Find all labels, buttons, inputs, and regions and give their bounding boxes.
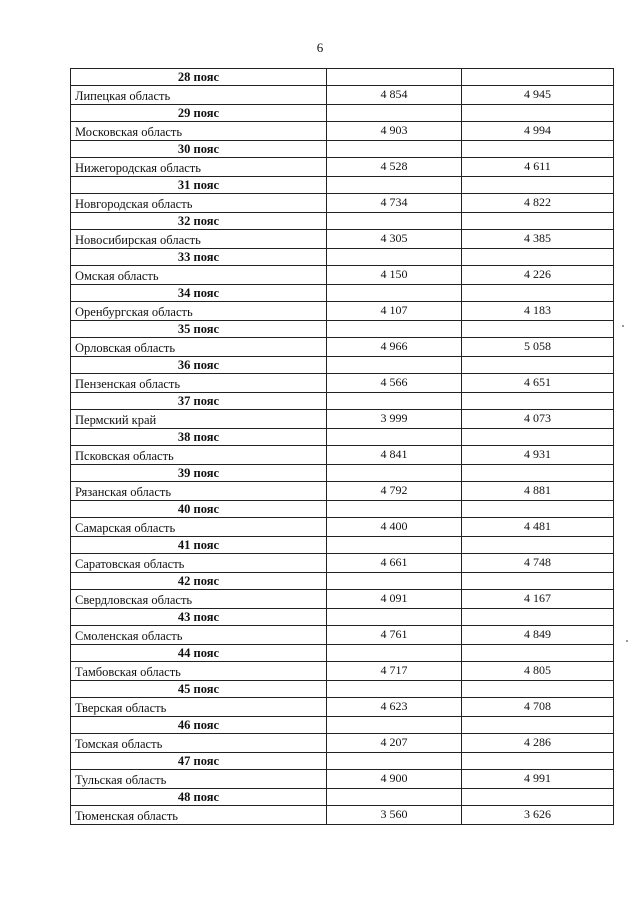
zone-header-row: [71, 213, 614, 230]
value-column-1: 4 207: [327, 734, 462, 753]
value-column-2: 4 945: [462, 86, 614, 105]
table-row: [71, 266, 614, 285]
table-row: [71, 662, 614, 681]
value-column-1: 4 400: [327, 518, 462, 537]
empty-cell: [462, 753, 614, 770]
empty-cell: [327, 465, 462, 482]
value-column-1: 4 734: [327, 194, 462, 213]
value-column-2: 4 481: [462, 518, 614, 537]
empty-cell: [327, 501, 462, 518]
value-column-1: 4 091: [327, 590, 462, 609]
value-column-1: 4 107: [327, 302, 462, 321]
value-column-2: 4 286: [462, 734, 614, 753]
zone-label: 38 пояс: [71, 429, 327, 446]
empty-cell: [327, 105, 462, 122]
empty-cell: [462, 177, 614, 194]
table-row: [71, 482, 614, 501]
region-name: Рязанская область: [71, 482, 327, 501]
region-name: Тверская область: [71, 698, 327, 717]
value-column-1: 4 717: [327, 662, 462, 681]
table-row: [71, 410, 614, 429]
zone-header-row: [71, 105, 614, 122]
empty-cell: [462, 573, 614, 590]
table-row: [71, 122, 614, 141]
empty-cell: [462, 501, 614, 518]
region-name: Новосибирская область: [71, 230, 327, 249]
value-column-2: 4 226: [462, 266, 614, 285]
value-column-2: 4 881: [462, 482, 614, 501]
zone-label: 43 пояс: [71, 609, 327, 626]
region-name: Томская область: [71, 734, 327, 753]
empty-cell: [327, 249, 462, 266]
empty-cell: [462, 249, 614, 266]
zone-label: 46 пояс: [71, 717, 327, 734]
value-column-2: 4 994: [462, 122, 614, 141]
table-row: [71, 590, 614, 609]
region-name: Псковская область: [71, 446, 327, 465]
zone-header-row: [71, 321, 614, 338]
region-name: Орловская область: [71, 338, 327, 357]
zone-label: 48 пояс: [71, 789, 327, 806]
table-body: [71, 69, 614, 825]
empty-cell: [327, 321, 462, 338]
zone-header-row: [71, 681, 614, 698]
zone-label: 34 пояс: [71, 285, 327, 302]
value-column-2: 4 073: [462, 410, 614, 429]
empty-cell: [327, 681, 462, 698]
value-column-2: 4 748: [462, 554, 614, 573]
table-row: [71, 194, 614, 213]
value-column-2: 3 626: [462, 806, 614, 825]
value-column-1: 4 661: [327, 554, 462, 573]
table-row: [71, 446, 614, 465]
value-column-2: 4 183: [462, 302, 614, 321]
value-column-1: 4 792: [327, 482, 462, 501]
zone-label: 30 пояс: [71, 141, 327, 158]
value-column-2: 4 611: [462, 158, 614, 177]
zone-header-row: [71, 429, 614, 446]
empty-cell: [327, 573, 462, 590]
zone-header-row: [71, 537, 614, 554]
empty-cell: [462, 429, 614, 446]
table-row: [71, 554, 614, 573]
value-column-1: 4 528: [327, 158, 462, 177]
zone-label: 31 пояс: [71, 177, 327, 194]
zone-header-row: [71, 573, 614, 590]
zone-header-row: [71, 285, 614, 302]
region-name: Оренбургская область: [71, 302, 327, 321]
empty-cell: [462, 681, 614, 698]
empty-cell: [462, 645, 614, 662]
empty-cell: [462, 609, 614, 626]
zone-label: 36 пояс: [71, 357, 327, 374]
value-column-1: 4 150: [327, 266, 462, 285]
zone-label: 37 пояс: [71, 393, 327, 410]
zone-header-row: [71, 249, 614, 266]
empty-cell: [462, 789, 614, 806]
table-row: [71, 302, 614, 321]
zone-label: 45 пояс: [71, 681, 327, 698]
table-row: [71, 734, 614, 753]
empty-cell: [327, 717, 462, 734]
zone-header-row: [71, 501, 614, 518]
scan-mark: [626, 640, 628, 642]
tariff-zone-table: [70, 68, 614, 825]
empty-cell: [462, 141, 614, 158]
zone-label: 41 пояс: [71, 537, 327, 554]
zone-header-row: [71, 609, 614, 626]
empty-cell: [327, 645, 462, 662]
page-number: 6: [316, 40, 324, 55]
table-row: [71, 770, 614, 789]
region-name: Омская область: [71, 266, 327, 285]
value-column-1: 4 966: [327, 338, 462, 357]
value-column-2: 4 991: [462, 770, 614, 789]
region-name: Тамбовская область: [71, 662, 327, 681]
region-name: Липецкая область: [71, 86, 327, 105]
value-column-1: 3 560: [327, 806, 462, 825]
empty-cell: [327, 537, 462, 554]
empty-cell: [462, 105, 614, 122]
region-name: Свердловская область: [71, 590, 327, 609]
zone-label: 42 пояс: [71, 573, 327, 590]
empty-cell: [462, 285, 614, 302]
empty-cell: [327, 789, 462, 806]
region-name: Тюменская область: [71, 806, 327, 825]
zone-header-row: [71, 141, 614, 158]
empty-cell: [462, 69, 614, 86]
zone-label: 29 пояс: [71, 105, 327, 122]
value-column-1: 4 305: [327, 230, 462, 249]
zone-label: 47 пояс: [71, 753, 327, 770]
value-column-2: 4 385: [462, 230, 614, 249]
zone-label: 40 пояс: [71, 501, 327, 518]
empty-cell: [327, 609, 462, 626]
table-row: [71, 86, 614, 105]
empty-cell: [327, 429, 462, 446]
value-column-2: 4 805: [462, 662, 614, 681]
table-row: [71, 230, 614, 249]
empty-cell: [462, 213, 614, 230]
region-name: Нижегородская область: [71, 158, 327, 177]
region-name: Новгородская область: [71, 194, 327, 213]
zone-header-row: [71, 177, 614, 194]
empty-cell: [462, 465, 614, 482]
empty-cell: [327, 753, 462, 770]
empty-cell: [327, 393, 462, 410]
value-column-1: 4 854: [327, 86, 462, 105]
value-column-2: 4 651: [462, 374, 614, 393]
empty-cell: [462, 717, 614, 734]
scan-mark: [622, 325, 624, 327]
empty-cell: [327, 285, 462, 302]
empty-cell: [327, 177, 462, 194]
empty-cell: [327, 69, 462, 86]
value-column-1: 4 841: [327, 446, 462, 465]
table-row: [71, 338, 614, 357]
region-name: Пермский край: [71, 410, 327, 429]
zone-header-row: [71, 789, 614, 806]
value-column-1: 4 900: [327, 770, 462, 789]
value-column-2: 4 822: [462, 194, 614, 213]
region-name: Самарская область: [71, 518, 327, 537]
empty-cell: [462, 393, 614, 410]
zone-label: 35 пояс: [71, 321, 327, 338]
region-name: Тульская область: [71, 770, 327, 789]
region-name: Саратовская область: [71, 554, 327, 573]
value-column-2: 4 167: [462, 590, 614, 609]
table-row: [71, 374, 614, 393]
empty-cell: [462, 321, 614, 338]
empty-cell: [327, 141, 462, 158]
zone-label: 44 пояс: [71, 645, 327, 662]
value-column-1: 4 623: [327, 698, 462, 717]
region-name: Смоленская область: [71, 626, 327, 645]
value-column-2: 4 931: [462, 446, 614, 465]
zone-header-row: [71, 357, 614, 374]
value-column-2: 4 708: [462, 698, 614, 717]
zone-header-row: [71, 753, 614, 770]
zone-header-row: [71, 465, 614, 482]
zone-label: 32 пояс: [71, 213, 327, 230]
empty-cell: [462, 537, 614, 554]
value-column-1: 3 999: [327, 410, 462, 429]
table-row: [71, 698, 614, 717]
zone-header-row: [71, 717, 614, 734]
region-name: Московская область: [71, 122, 327, 141]
table-row: [71, 806, 614, 825]
zone-header-row: [71, 393, 614, 410]
region-name: Пензенская область: [71, 374, 327, 393]
empty-cell: [327, 357, 462, 374]
value-column-2: 4 849: [462, 626, 614, 645]
zone-label: 33 пояс: [71, 249, 327, 266]
value-column-1: 4 903: [327, 122, 462, 141]
table-row: [71, 158, 614, 177]
zone-label: 39 пояс: [71, 465, 327, 482]
table-row: [71, 518, 614, 537]
zone-header-row: [71, 645, 614, 662]
empty-cell: [327, 213, 462, 230]
value-column-1: 4 566: [327, 374, 462, 393]
value-column-2: 5 058: [462, 338, 614, 357]
empty-cell: [462, 357, 614, 374]
zone-header-row: [71, 69, 614, 86]
zone-label: 28 пояс: [71, 69, 327, 86]
value-column-1: 4 761: [327, 626, 462, 645]
table-row: [71, 626, 614, 645]
